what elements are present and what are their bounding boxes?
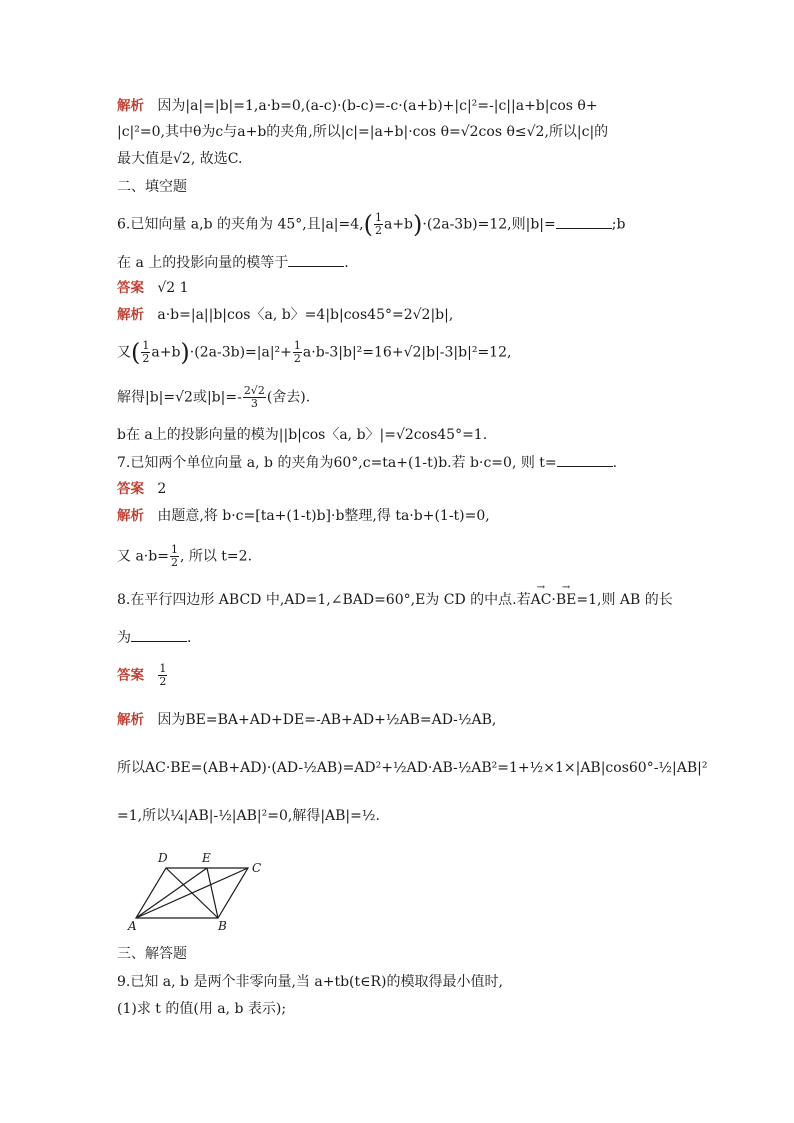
q8-stem: 8.在平行四边形 ABCD 中,AD=1,∠BAD=60°,E为 CD 的中点.若→ AC·→ BE=1,则 AB 的长 [117, 590, 673, 610]
q6-stem-part: a+b [383, 216, 414, 233]
q8-stem-part: 8.在平行四边形 ABCD 中,AD=1,∠BAD=60°,E为 CD 的中点.若 [117, 592, 531, 608]
label-b: B [218, 919, 227, 933]
fraction-half: $\frac{1}{2}$ [142, 339, 150, 365]
q7-stem-text: 7.已知两个单位向量 a, b 的夹角为60°,c=ta+(1-t)b.若 b·c=0, 则 t= [117, 455, 557, 471]
q8-stem-line2: 为 . [117, 627, 191, 648]
analysis-label: 解析 [117, 98, 144, 114]
q6-stem-part: ;b [611, 216, 626, 233]
answer-blank[interactable] [288, 252, 344, 267]
fraction [243, 385, 266, 410]
q6-stem-part: 在 a 上的投影向量的模等于 [117, 255, 289, 271]
q8-answer [117, 663, 168, 688]
fraction-half: $\frac{1}{2}$ [374, 211, 382, 237]
analysis-text: a·b-3|b|²=16+√2|b|-3|b|²=12, [302, 344, 512, 361]
q6-stem-line2: 在 a 上的投影向量的模等于 . [117, 252, 349, 273]
analysis-text: 解得|b|=√2或|b|=- [117, 389, 242, 406]
q6-analysis-line2: 又( $\frac{1}{2}$ a+b)·(2a-3b)=|a|²+ $\frac{1}{2}$ a·b-3|b|²=16+√2|b|-3|b|²=12, [117, 338, 512, 367]
label-d: D [158, 851, 168, 865]
answer-blank[interactable] [557, 452, 613, 467]
q6-analysis-line3 [117, 385, 310, 410]
answer-value: 2 [157, 481, 167, 497]
answer-label: 答案 [117, 667, 144, 684]
segment-eb [207, 868, 218, 918]
q6-answer [117, 278, 189, 298]
q9-part1: (1)求 t 的值(用 a, b 表示); [117, 1001, 287, 1017]
analysis-label: 解析 [117, 508, 144, 524]
fraction-half: $\frac{1}{2}$ [159, 662, 167, 688]
q6-stem-part: 6.已知向量 a,b 的夹角为 45°,且|a|=4, [117, 216, 364, 233]
q7-analysis-line2 [117, 544, 252, 569]
answer-blank[interactable] [556, 214, 612, 229]
fraction-denominator: 3 [250, 397, 258, 410]
q5-analysis-line1 [117, 96, 598, 116]
parallelogram-figure [118, 846, 278, 934]
section-heading-fill-in: 二、填空题 [117, 179, 187, 195]
answer-value: √2 1 [157, 280, 189, 296]
q6-stem: 6.已知向量 a,b 的夹角为 45°,且|a|=4,( $\frac{1}{2}$ a+b)·(2a-3b)=12,则|b|= ;b [117, 210, 626, 239]
q6-stem-part: ·(2a-3b)=12,则|b|= [422, 216, 556, 233]
analysis-label: 解析 [117, 307, 144, 323]
fraction-numerator: 2√2 [243, 384, 265, 397]
analysis-text: 因为|a|=|b|=1,a·b=0,(a-c)·(b-c)=-c·(a+b)+|c|²=-|c||a+b|cos θ+ [157, 98, 598, 114]
section-heading-solve: 三、解答题 [117, 946, 187, 962]
q5-analysis-line2: |c|²=0,其中θ为c与a+b的夹角,所以|c|=|a+b|·cos θ=√2cos θ≤√2,所以|c|的 [117, 124, 609, 140]
label-c: C [252, 861, 262, 875]
analysis-text: 又 [117, 344, 131, 361]
q7-answer [117, 479, 166, 499]
q9-stem: 9.已知 a, b 是两个非零向量,当 a+tb(t∈R)的模取得最小值时, [117, 974, 503, 990]
answer-label: 答案 [117, 280, 144, 296]
diagonal-bd [166, 868, 218, 918]
segment-ae [136, 868, 207, 918]
answer-label: 答案 [117, 481, 144, 497]
analysis-text: , 所以 t=2. [179, 548, 253, 565]
q5-analysis-line3: 最大值是√2, 故选C. [117, 151, 243, 167]
analysis-text: 又 a·b= [117, 548, 169, 565]
analysis-text: a·b=|a||b|cos〈a, b〉=4|b|cos45°=2√2|b|, [157, 307, 454, 323]
answer-blank[interactable] [131, 627, 187, 642]
analysis-text: 因为BE=BA+AD+DE=-AB+AD+½AB=AD-½AB, [157, 712, 497, 728]
q7-analysis-line1 [117, 506, 490, 526]
q7-stem: 7.已知两个单位向量 a, b 的夹角为60°,c=ta+(1-t)b.若 b·c=0, 则 t= . [117, 452, 617, 473]
q8-stem-part: =1,则 AB 的长 [576, 592, 673, 608]
analysis-text: 由题意,将 b·c=[ta+(1-t)b]·b整理,得 ta·b+(1-t)=0, [157, 508, 490, 524]
q8-analysis-line1 [117, 710, 496, 730]
fraction-half: $\frac{1}{2}$ [170, 543, 178, 569]
fraction-half: $\frac{1}{2}$ [293, 339, 301, 365]
q6-analysis-line4: b在 a上的投影向量的模为||b|cos〈a, b〉|=√2cos45°=1. [117, 427, 488, 443]
q6-analysis-line1 [117, 305, 453, 325]
analysis-text: ·(2a-3b)=|a|²+ [189, 344, 292, 361]
analysis-label: 解析 [117, 712, 144, 728]
label-a: A [128, 919, 137, 933]
q8-analysis-line2: 所以AC·BE=(AB+AD)·(AD-½AB)=AD²+½AD·AB-½AB²=1+½×1×|AB|cos60°-½|AB|² [117, 760, 708, 776]
q8-analysis-line3: =1,所以¼|AB|-½|AB|²=0,解得|AB|=½. [117, 808, 380, 824]
q8-stem-part: 为 [117, 630, 131, 646]
analysis-text: (舍去). [266, 389, 311, 406]
label-e: E [202, 851, 211, 865]
